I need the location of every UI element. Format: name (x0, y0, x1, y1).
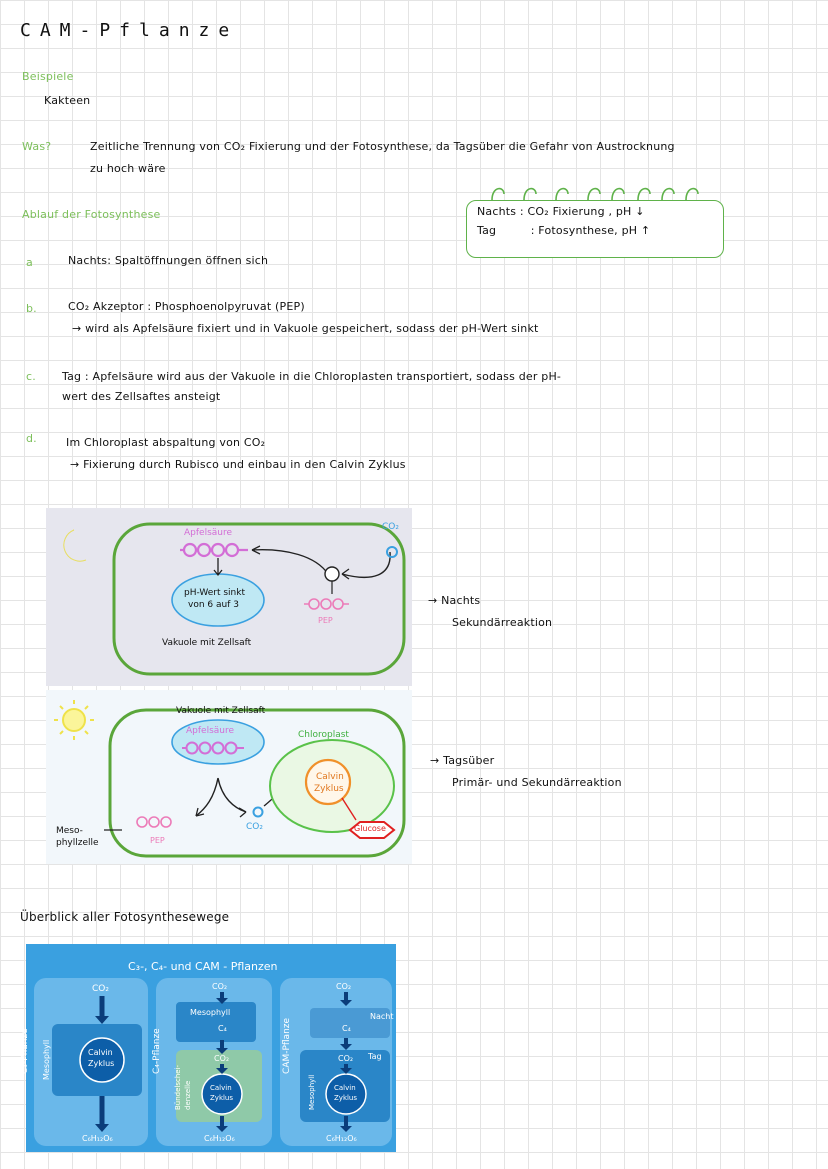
c4-meso-label: Mesophyll (190, 1008, 231, 1017)
day-calvin-line-2: Zyklus (314, 784, 344, 794)
c4-bundle-line-1: Bündelschei- (174, 1064, 182, 1110)
c3-co2-label: CO₂ (92, 984, 109, 994)
step-c-letter: c. (26, 370, 36, 383)
day-meso-line-1: Meso- (56, 826, 83, 836)
step-d-line-2: → Fixierung durch Rubisco und einbau in den Calvin Zyklus (70, 458, 406, 471)
c4-c4-label: C₄ (218, 1024, 227, 1033)
day-calvin-cycle (306, 760, 350, 804)
night-arrow-down (214, 558, 222, 575)
day-co2-molecule (254, 808, 263, 817)
overview-title: C₃-, C₄- und CAM - Pflanzen (128, 960, 278, 973)
cam-label: CAM-Pflanze (282, 1017, 292, 1074)
night-ph-line-1: pH-Wert sinkt (184, 588, 245, 598)
c3-calvin-line-1: Calvin (88, 1048, 113, 1057)
night-co2-molecule (387, 547, 397, 557)
cam-nacht-label: Nacht (370, 1012, 394, 1021)
day-side-label-1: → Tagsüber (430, 754, 495, 767)
step-d-line-1: Im Chloroplast abspaltung von CO₂ (66, 436, 266, 449)
c4-co2b-label: CO₂ (214, 1054, 230, 1063)
night-junction (325, 567, 339, 581)
c4-bundle-line-2: denzelle (184, 1080, 192, 1110)
note-nachts-key: Nachts : (477, 205, 524, 218)
beispiele-value: Kakteen (44, 94, 91, 107)
day-vakuole-label: Vakuole mit Zellsaft (176, 706, 266, 716)
note-tag-val: : Fotosynthese, pH ↑ (530, 224, 651, 237)
c3-output-label: C₆H₁₂O₆ (82, 1134, 113, 1143)
note-nachts-val: CO₂ Fixierung , pH ↓ (527, 205, 645, 218)
step-c-line-1: Tag : Apfelsäure wird aus der Vakuole in die Chloroplasten transportiert, sodass der pH- (62, 370, 562, 383)
c4-output-label: C₆H₁₂O₆ (204, 1134, 235, 1143)
step-b-line-2: → wird als Apfelsäure fixiert und in Vakuole gespeichert, sodass der pH-Wert sinkt (72, 322, 539, 335)
ueberblick-heading: Überblick aller Fotosynthesewege (20, 910, 230, 924)
night-co2-label: CO₂ (382, 522, 399, 532)
beispiele-label: Beispiele (22, 70, 74, 83)
day-apfelsaeure-label: Apfelsäure (186, 726, 235, 736)
c4-calvin-line-2: Zyklus (210, 1094, 234, 1102)
sun-icon (54, 700, 94, 740)
step-a-letter: a (26, 256, 33, 269)
was-line-1: Zeitliche Trennung von CO₂ Fixierung und der Fotosynthese, da Tagsüber die Gefahr von Austrocknung (90, 140, 675, 153)
cam-calvin-line-2: Zyklus (334, 1094, 358, 1102)
day-side-label-2: Primär- und Sekundärreaktion (452, 776, 622, 789)
overview-figure (20, 944, 396, 1152)
day-glucose-label: Glucose (354, 824, 386, 833)
cam-output-label: C₆H₁₂O₆ (326, 1134, 357, 1143)
c3-meso-label: Mesophyll (42, 1039, 51, 1080)
cam-calvin-line-1: Calvin (334, 1084, 356, 1092)
night-diagram (46, 508, 412, 686)
c3-calvin-line-2: Zyklus (88, 1059, 115, 1068)
step-c-line-2: wert des Zellsaftes ansteigt (62, 390, 221, 403)
note-tag-key: Tag (477, 224, 497, 237)
was-line-2: zu hoch wäre (90, 162, 166, 175)
summary-note (466, 200, 724, 258)
day-co2-label: CO₂ (246, 822, 263, 832)
night-vakuole-label: Vakuole mit Zellsaft (162, 638, 252, 648)
night-pep-label: PEP (318, 616, 333, 625)
c4-co2-label: CO₂ (212, 982, 228, 991)
day-diagram (46, 690, 412, 864)
cam-tag-label: Tag (368, 1052, 382, 1061)
cam-meso-label: Mesophyll (308, 1074, 316, 1110)
night-co2-arrow (342, 552, 390, 577)
day-chloroplast-label: Chloroplast (298, 730, 349, 740)
step-b-letter: b. (26, 302, 37, 315)
day-split-arrows (196, 778, 246, 816)
step-a-line-1: Nachts: Spaltöffnungen öffnen sich (68, 254, 269, 267)
cam-c4-label: C₄ (342, 1024, 351, 1033)
night-apfelsaeure-molecule (180, 544, 248, 556)
ablauf-label: Ablauf der Fotosynthese (22, 208, 161, 221)
night-side-label-1: → Nachts (428, 594, 481, 607)
step-b-line-1: CO₂ Akzeptor : Phosphoenolpyruvat (PEP) (68, 300, 305, 313)
c4-label: C₄-Pflanze (152, 1028, 162, 1074)
night-pep-molecule (304, 599, 349, 609)
day-calvin-line-1: Calvin (316, 772, 344, 782)
c4-calvin-line-1: Calvin (210, 1084, 232, 1092)
note-spiral-decoration (480, 180, 710, 202)
cam-co2-label: CO₂ (336, 982, 352, 991)
day-meso-line-2: phyllzelle (56, 838, 99, 848)
was-label: Was? (22, 140, 52, 153)
night-side-label-2: Sekundärreaktion (452, 616, 553, 629)
step-d-letter: d. (26, 432, 37, 445)
day-pep-label: PEP (150, 836, 165, 845)
c3-label: C₃-Pflanze (20, 1028, 30, 1074)
day-pep-molecule (137, 817, 171, 827)
night-apfelsaeure-label: Apfelsäure (184, 528, 233, 538)
moon-icon (64, 530, 86, 561)
cam-co2b-label: CO₂ (338, 1054, 354, 1063)
page-title: CAM-Pflanze (20, 20, 239, 41)
night-arrow-to-apfel (252, 550, 328, 574)
night-ph-line-2: von 6 auf 3 (188, 600, 239, 610)
